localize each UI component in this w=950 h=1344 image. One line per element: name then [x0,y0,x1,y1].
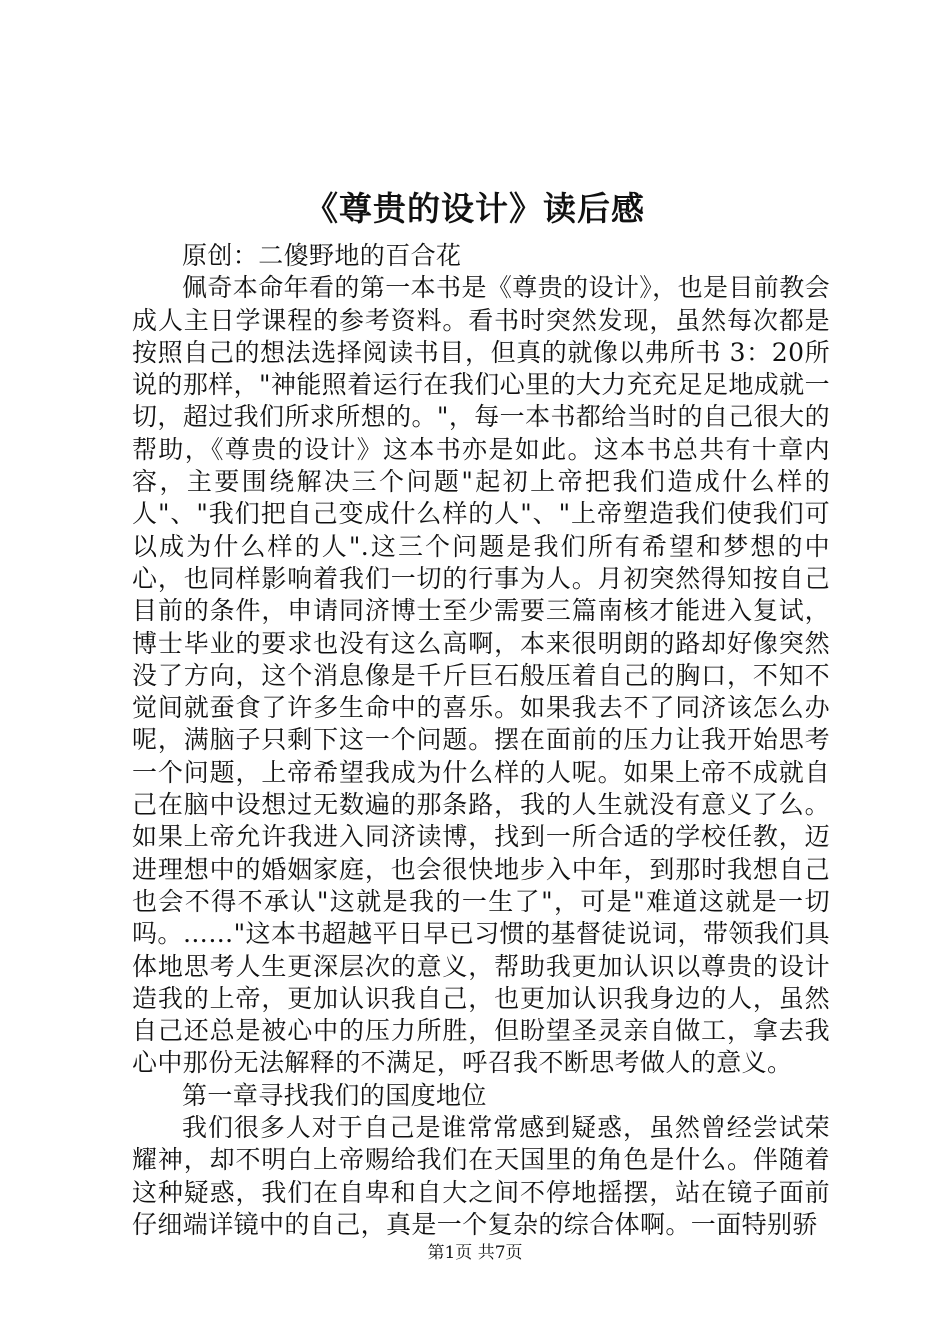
chapter-heading: 第一章寻找我们的国度地位 [182,1080,487,1110]
body-paragraph-1: 佩奇本命年看的第一本书是《尊贵的设计》，也是目前教会成人主日学课程的参考资料。看书时突然发现，虽然每次都是按照自己的想法选择阅读书目，但真的就像以弗所书 3：20所说的那样，"神能照着运行在我们心里的大力充充足足地成就一切，超过我们所求所想的。"，每一本书都给当时的自己很大的帮助，《尊贵的设计》这本书亦是如此。这本书总共有十章内容，主要围绕解决三个问题"起初上帝把我们造成什么样的人"、"我们把自己变成什么样的人"、"上帝塑造我们使我们可以成为什么样的人".这三个问题是我们所有希望和梦想的中心，也同样影响着我们一切的行事为人。月初突然得知按自己目前的条件，申请同济博士至少需要三篇南核才能进入复试，博士毕业的要求也没有这么高啊，本来很明朗的路却好像突然没了方向，这个消息像是千斤巨石般压着自己的胸口，不知不觉间就蚕食了许多生命中的喜乐。如果我去不了同济该怎么办呢，满脑子只剩下这一个问题。摆在面前的压力让我开始思考一个问题，上帝希望我成为什么样的人呢。如果上帝不成就自己在脑中设想过无数遍的那条路，我的人生就没有意义了么。如果上帝允许我进入同济读博，找到一所合适的学校任教，迈进理想中的婚姻家庭，也会很快地步入中年，到那时我想自己也会不得不承认"这就是我的一生了"，可是"难道这就是一切吗。……"这本书超越平日早已习惯的基督徒说词，带领我们具体地思考人生更深层次的意义，帮助我更加认识以尊贵的设计造我的上帝，更加认识我自己，也更加认识我身边的人，虽然自己还总是被心中的压力所胜，但盼望圣灵亲自做工，拿去我心中那份无法解释的不满足，呼召我不断思考做人的意义。 [132,273,830,1078]
body-paragraph-2: 我们很多人对于自己是谁常常感到疑惑，虽然曾经尝试荣耀神，却不明白上帝赐给我们在天国里的角色是什么。伴随着这种疑惑，我们在自卑和自大之间不停地摇摆，站在镜子面前仔细端详镜中的自己，真是一个复杂的综合体啊。一面特别骄 [132,1113,830,1239]
document-title: 《尊贵的设计》读后感 [305,189,645,228]
author-line: 原创：二傻野地的百合花 [182,241,462,270]
page-footer: 第1页 共7页 [427,1243,523,1263]
document-body [132,240,830,1241]
